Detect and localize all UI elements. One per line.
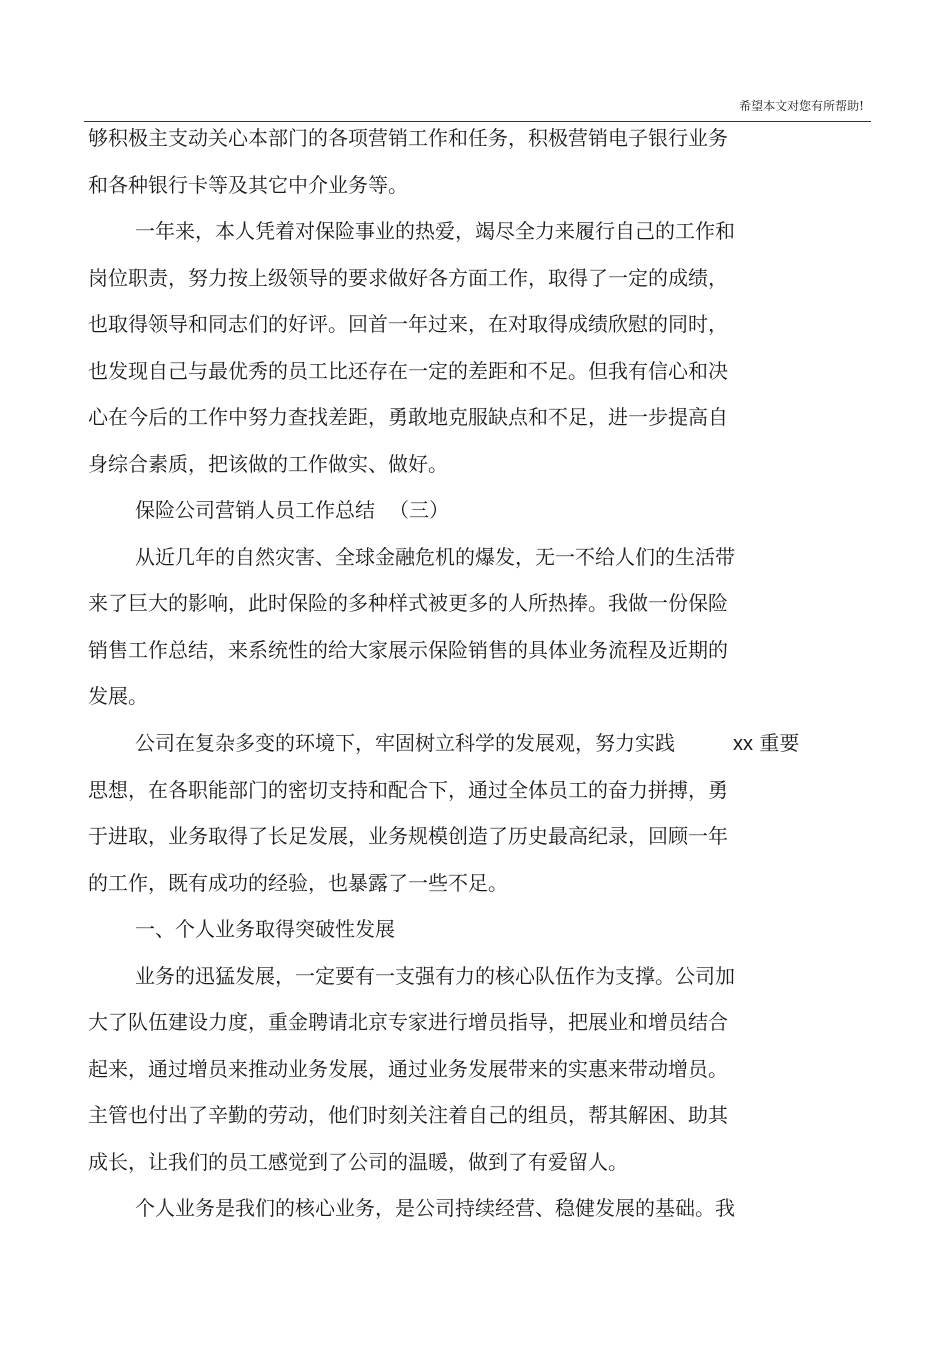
body-line: 岗位职责，努力按上级领导的要求做好各方面工作，取得了一定的成绩， (88, 266, 728, 290)
body-line: 和各种银行卡等及其它中介业务等。 (88, 173, 408, 197)
body-line: 也发现自己与最优秀的员工比还存在一定的差距和不足。但我有信心和决 (88, 359, 728, 383)
body-line: 的工作，既有成功的经验，也暴露了一些不足。 (88, 871, 508, 895)
body-line: 也取得领导和同志们的好评。回首一年过来，在对取得成绩欣慰的同时， (88, 312, 728, 336)
body-line: 主管也付出了辛勤的劳动，他们时刻关注着自己的组员，帮其解困、助其 (88, 1103, 728, 1127)
body-line: 于进取，业务取得了长足发展，业务规模创造了历史最高纪录，回顾一年 (88, 824, 728, 848)
paragraph-first-line (135, 730, 799, 757)
line-text: 公司在复杂多变的环境下，牢固树立科学的发展观，努力实践 (135, 731, 675, 755)
subsection-heading: 一、个人业务取得突破性发展 (135, 917, 395, 941)
body-line: 大了队伍建设力度，重金聘请北京专家进行增员指导，把展业和增员结合 (88, 1010, 728, 1034)
body-line: 成长，让我们的员工感觉到了公司的温暖，做到了有爱留人。 (88, 1150, 628, 1174)
header-note: 希望本文对您有所帮助! (739, 99, 864, 113)
body-line: 销售工作总结，来系统性的给大家展示保险销售的具体业务流程及近期的 (88, 638, 728, 662)
body-line: 来了巨大的影响，此时保险的多种样式被更多的人所热捧。我做一份保险 (88, 591, 728, 615)
section-title-text: 保险公司营销人员工作总结 (135, 498, 375, 522)
paragraph-first-line: 个人业务是我们的核心业务，是公司持续经营、稳健发展的基础。我 (135, 1196, 735, 1220)
paragraph-first-line: 业务的迅猛发展，一定要有一支强有力的核心队伍作为支撑。公司加 (135, 964, 735, 988)
section-title (135, 497, 449, 523)
body-line: 够积极主支动关心本部门的各项营销工作和任务，积极营销电子银行业务 (88, 126, 728, 150)
header-rule (84, 121, 871, 122)
paragraph-first-line: 一年来，本人凭着对保险事业的热爱，竭尽全力来履行自己的工作和 (135, 219, 735, 243)
body-line: 思想，在各职能部门的密切支持和配合下，通过全体员工的奋力拼搏，勇 (88, 778, 728, 802)
line-text-tail: 重要 (753, 731, 800, 755)
paragraph-first-line: 从近几年的自然灾害、全球金融危机的爆发，无一不给人们的生活带 (135, 545, 735, 569)
body-line: 起来，通过增员来推动业务发展，通过业务发展带来的实惠来带动增员。 (88, 1057, 728, 1081)
placeholder-xx: xx (733, 733, 753, 755)
section-title-suffix: （三） (389, 498, 449, 522)
body-line: 身综合素质，把该做的工作做实、做好。 (88, 452, 448, 476)
body-line: 心在今后的工作中努力查找差距，勇敢地克服缺点和不足，进一步提高自 (88, 405, 728, 429)
body-line: 发展。 (88, 684, 148, 708)
